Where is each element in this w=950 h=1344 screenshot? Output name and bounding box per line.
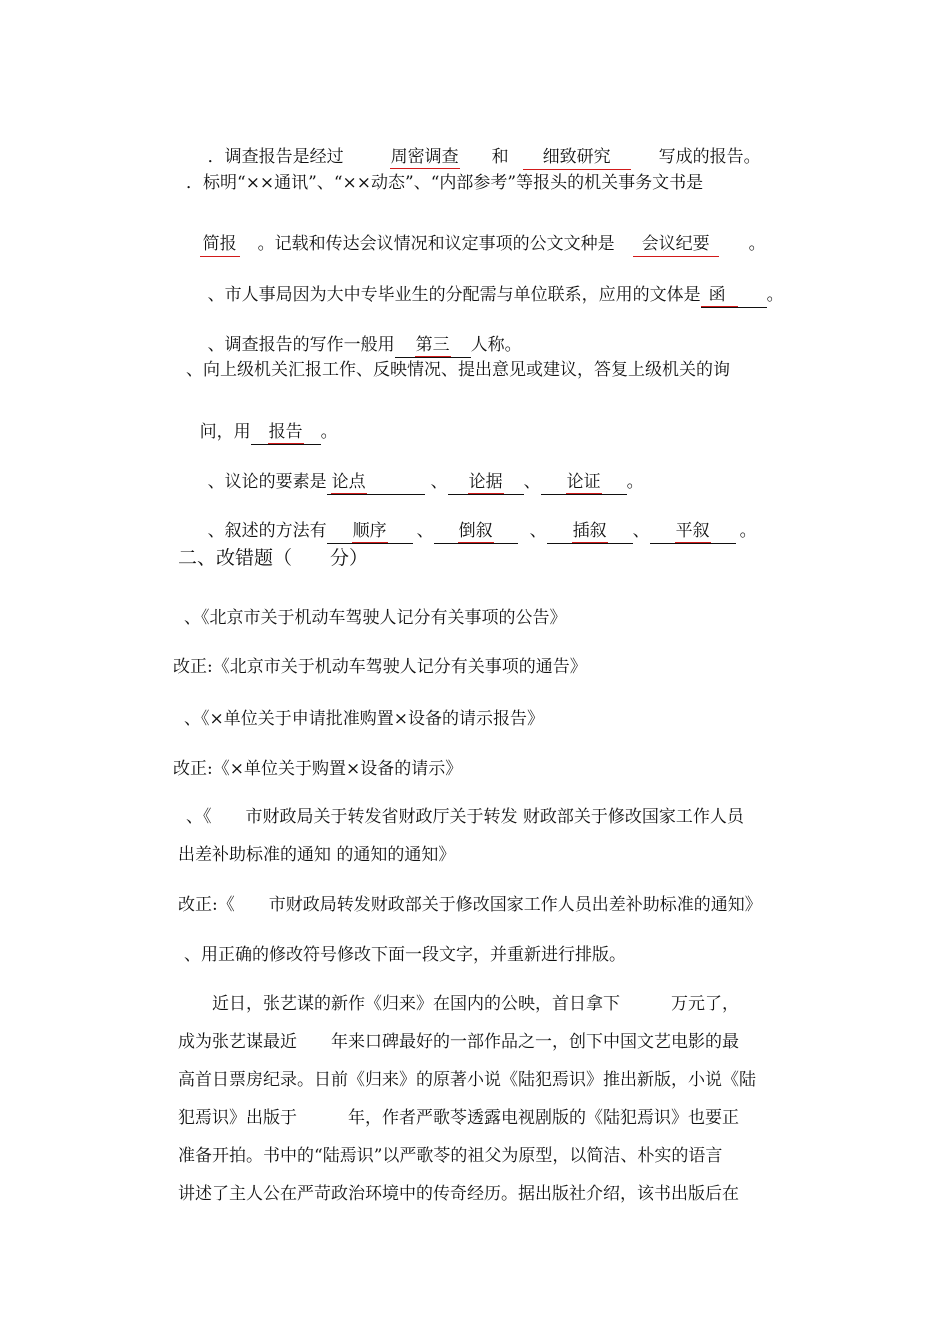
question-text: 、叙述的方法有: [207, 521, 327, 541]
question-text: 和: [491, 147, 509, 167]
question-text: 、: [416, 521, 434, 541]
question-text: 人称。: [470, 335, 522, 355]
answer-blank: 会议纪要: [633, 232, 719, 257]
question-text: 、: [632, 521, 650, 541]
question-text: 。: [766, 285, 784, 305]
question-text: 。: [320, 422, 338, 442]
answer-blank: 论据: [448, 470, 524, 495]
answer-blank: 论证: [541, 470, 627, 495]
correction-answer: 改正:《 市财政局转发财政部关于修改国家工作人员出差补助标准的通知》: [178, 895, 762, 915]
answer-blank: 第三: [395, 333, 471, 358]
correction-item-continued: 出差补助标准的通知 的通知的通知》: [178, 845, 456, 865]
correction-item: 、《北京市关于机动车驾驶人记分有关事项的公告》: [184, 608, 567, 628]
question-briefing-line1: ．标明“××通讯”、“××动态”、“内部参考”等报头的机关事务文书是: [186, 173, 704, 193]
passage-line: 高首日票房纪录。日前《归来》的原著小说《陆犯焉识》推出新版，小说《陆: [178, 1070, 756, 1090]
answer-blank: 周密调查: [390, 147, 459, 167]
question-text: 。: [626, 472, 644, 492]
answer-blank: 插叙: [547, 519, 633, 544]
passage-line: 讲述了主人公在严苛政治环境中的传奇经历。据出版社介绍，该书出版后在: [178, 1184, 739, 1204]
answer-blank: 论点: [327, 470, 425, 495]
answer-blank: 简报: [200, 232, 240, 257]
question-text: 、: [523, 472, 541, 492]
question-text: 、: [430, 472, 448, 492]
passage-line: 成为张艺谋最近 年来口碑最好的一部作品之一，创下中国文艺电影的最: [178, 1032, 739, 1052]
question-text: 。记载和传达会议情况和议定事项的公文文种是: [257, 234, 615, 254]
question-text: 、调查报告的写作一般用: [207, 335, 395, 355]
question-text: 、议论的要素是: [207, 472, 327, 492]
question-report-line1: 、向上级机关汇报工作、反映情况、提出意见或建议，答复上级机关的询: [186, 360, 730, 380]
question-text: 写成的报告。: [658, 147, 761, 167]
correction-item: 、《 市财政局关于转发省财政厅关于转发 财政部关于修改国家工作人员: [186, 807, 744, 827]
answer-blank: 细致研究: [523, 145, 631, 170]
question-text: 、市人事局因为大中专毕业生的分配需与单位联系，应用的文体是: [207, 285, 701, 305]
question-text: 问，用: [199, 422, 251, 442]
section-heading: 二、改错题（ 分）: [178, 547, 369, 569]
passage-line: 犯焉识》出版于 年，作者严歌苓透露电视剧版的《陆犯焉识》也要正: [178, 1108, 739, 1128]
answer-blank: 顺序: [327, 519, 413, 544]
question-text: 、: [529, 521, 547, 541]
answer-blank: 报告: [251, 420, 321, 445]
question-text: 。: [739, 521, 757, 541]
proofreading-instruction: 、用正确的修改符号修改下面一段文字，并重新进行排版。: [184, 945, 626, 965]
answer-blank: 倒叙: [434, 519, 518, 544]
question-text: ．调查报告是经过: [207, 147, 344, 167]
correction-answer: 改正:《北京市关于机动车驾驶人记分有关事项的通告》: [173, 657, 587, 677]
question-text: 。: [748, 234, 766, 254]
answer-blank: 函: [701, 283, 767, 308]
correction-answer: 改正:《×单位关于购置×设备的请示》: [173, 759, 463, 779]
passage-line: 近日，张艺谋的新作《归来》在国内的公映，首日拿下 万元了，: [178, 994, 739, 1014]
passage-line: 准备开拍。书中的“陆焉识”以严歌苓的祖父为原型，以简洁、朴实的语言: [178, 1146, 723, 1166]
correction-item: 、《×单位关于申请批准购置×设备的请示报告》: [184, 709, 544, 729]
answer-blank: 平叙: [650, 519, 736, 544]
